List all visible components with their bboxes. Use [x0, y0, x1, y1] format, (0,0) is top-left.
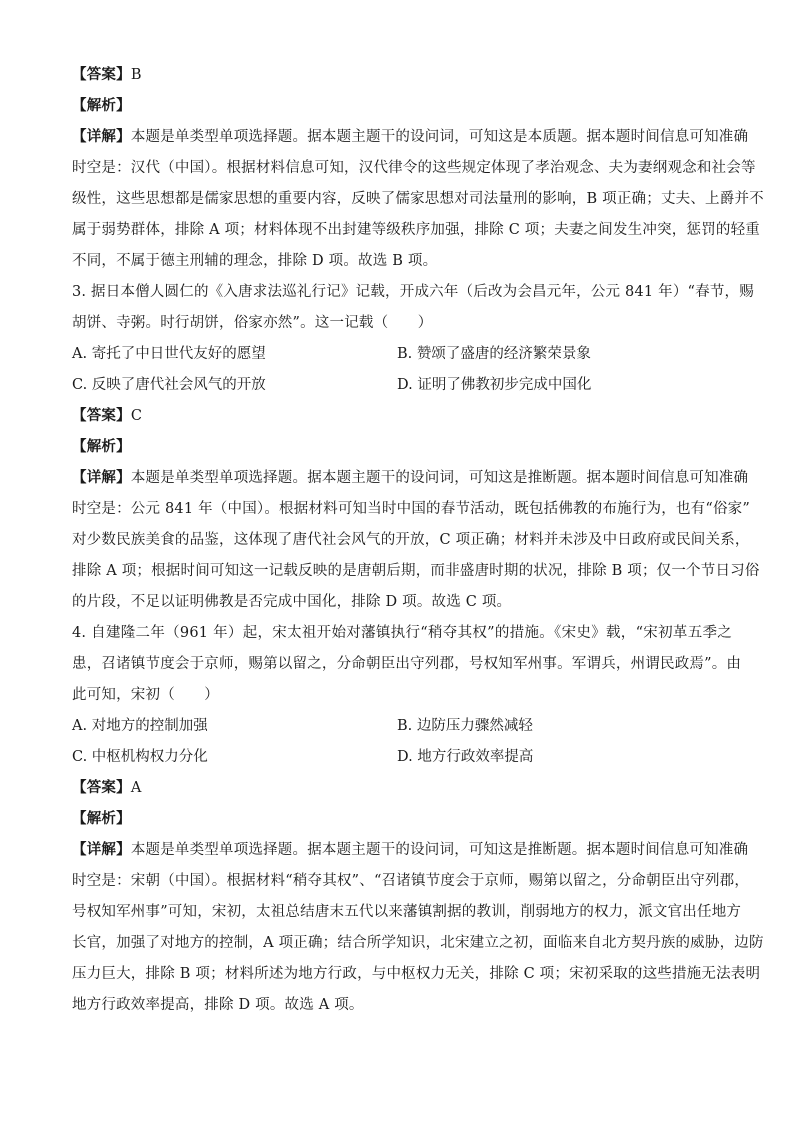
- option-c: C. 反映了唐代社会风气的开放: [72, 377, 266, 393]
- detail-line: 时空是：公元 841 年（中国）。根据材料可知当时中国的春节活动，既包括佛教的布施行为，也有“俗家”: [72, 501, 750, 517]
- detail-line: 【详解】本题是单类型单项选择题。据本题主题干的设问词，可知这是本质题。据本题时间信息可知准确: [72, 129, 749, 145]
- option-a: A. 寄托了中日世代友好的愿望: [72, 346, 266, 362]
- option-b: B. 赞颂了盛唐的经济繁荣景象: [397, 346, 591, 362]
- detail-line: 时空是：宋朝（中国）。根据材料“稍夺其权”、“召诸镇节度会于京师，赐第以留之，分命朝臣出守列郡，: [72, 873, 750, 889]
- detail-line: 时空是：汉代（中国）。根据材料信息可知，汉代律令的这些规定体现了孝治观念、夫为妻纲观念和社会等: [72, 160, 756, 176]
- answer-label: 【答案】: [72, 780, 131, 796]
- option-d: D. 证明了佛教初步完成中国化: [397, 377, 592, 393]
- answer-value: A: [130, 780, 142, 796]
- detail-line: 的片段，不足以证明佛教是否完成中国化，排除 D 项。故选 C 项。: [72, 594, 512, 610]
- question-stem: 3. 据日本僧人圆仁的《入唐求法巡礼行记》记载，开成六年（后改为会昌元年，公元 841 年）“春节，赐: [72, 284, 754, 300]
- detail-line: 【详解】本题是单类型单项选择题。据本题主题干的设问词，可知这是推断题。据本题时间信息可知准确: [72, 470, 749, 486]
- option-c: C. 中枢机构权力分化: [72, 749, 208, 765]
- option-b: B. 边防压力骤然减轻: [397, 718, 533, 734]
- answer-line: [72, 60, 732, 91]
- detail-label: 【详解】: [72, 470, 131, 486]
- detail-line: 压力巨大，排除 B 项；材料所述为地方行政，与中枢权力无关，排除 C 项；宋初采取的这些措施无法表明: [72, 966, 761, 982]
- analysis-label: 【解析】: [72, 98, 131, 114]
- option-row: [72, 370, 732, 401]
- detail-line: 对少数民族美食的品鉴，这体现了唐代社会风气的开放，C 项正确；材料并未涉及中日政府或民间关系，: [72, 532, 750, 548]
- answer-value: B: [130, 67, 142, 83]
- question-stem: 此可知，宋初（ ）: [72, 687, 219, 703]
- document-page: [72, 60, 764, 1021]
- question-stem: 患，召诸镇节度会于京师，赐第以留之，分命朝臣出守列郡，号权知军州事。军谓兵，州谓民政焉”。由: [72, 656, 742, 672]
- detail-line: 号权知军州事”可知，宋初，太祖总结唐末五代以来藩镇割据的教训，削弱地方的权力，派文官出任地方: [72, 904, 742, 920]
- detail-line: 排除 A 项；根据时间可知这一记载反映的是唐朝后期，而非盛唐时期的状况，排除 B 项；仅一个节日习俗: [72, 563, 760, 579]
- detail-line: 属于弱势群体，排除 A 项；材料体现不出封建等级秩序加强，排除 C 项；夫妻之间发生冲突，惩罚的轻重: [72, 222, 760, 238]
- option-row: [72, 339, 732, 370]
- option-row: [72, 711, 732, 742]
- option-d: D. 地方行政效率提高: [397, 749, 534, 765]
- detail-line: 长官，加强了对地方的控制，A 项正确；结合所学知识，北宋建立之初，面临来自北方契丹族的威胁，边防: [72, 935, 764, 951]
- analysis-label: 【解析】: [72, 811, 131, 827]
- answer-line: [72, 773, 732, 804]
- detail-line: 地方行政效率提高，排除 D 项。故选 A 项。: [72, 997, 364, 1013]
- analysis-label: 【解析】: [72, 439, 131, 455]
- answer-label: 【答案】: [72, 67, 131, 83]
- question-stem: 4. 自建隆二年（961 年）起，宋太祖开始对藩镇执行“稍夺其权”的措施。《宋史》载，“宋初革五季之: [72, 625, 732, 641]
- option-a: A. 对地方的控制加强: [72, 718, 208, 734]
- answer-line: [72, 401, 732, 432]
- detail-label: 【详解】: [72, 129, 131, 145]
- detail-line: 级性，这些思想都是儒家思想的重要内容，反映了儒家思想对司法量刑的影响，B 项正确；丈夫、上爵并不: [72, 191, 764, 207]
- option-row: [72, 742, 732, 773]
- detail-line: 【详解】本题是单类型单项选择题。据本题主题干的设问词，可知这是推断题。据本题时间信息可知准确: [72, 842, 749, 858]
- answer-value: C: [130, 408, 143, 424]
- detail-label: 【详解】: [72, 842, 131, 858]
- question-stem: 胡饼、寺粥。时行胡饼，俗家亦然”。这一记载（ ）: [72, 315, 433, 331]
- detail-line: 不同，不属于德主刑辅的理念，排除 D 项。故选 B 项。: [72, 253, 438, 269]
- answer-label: 【答案】: [72, 408, 131, 424]
